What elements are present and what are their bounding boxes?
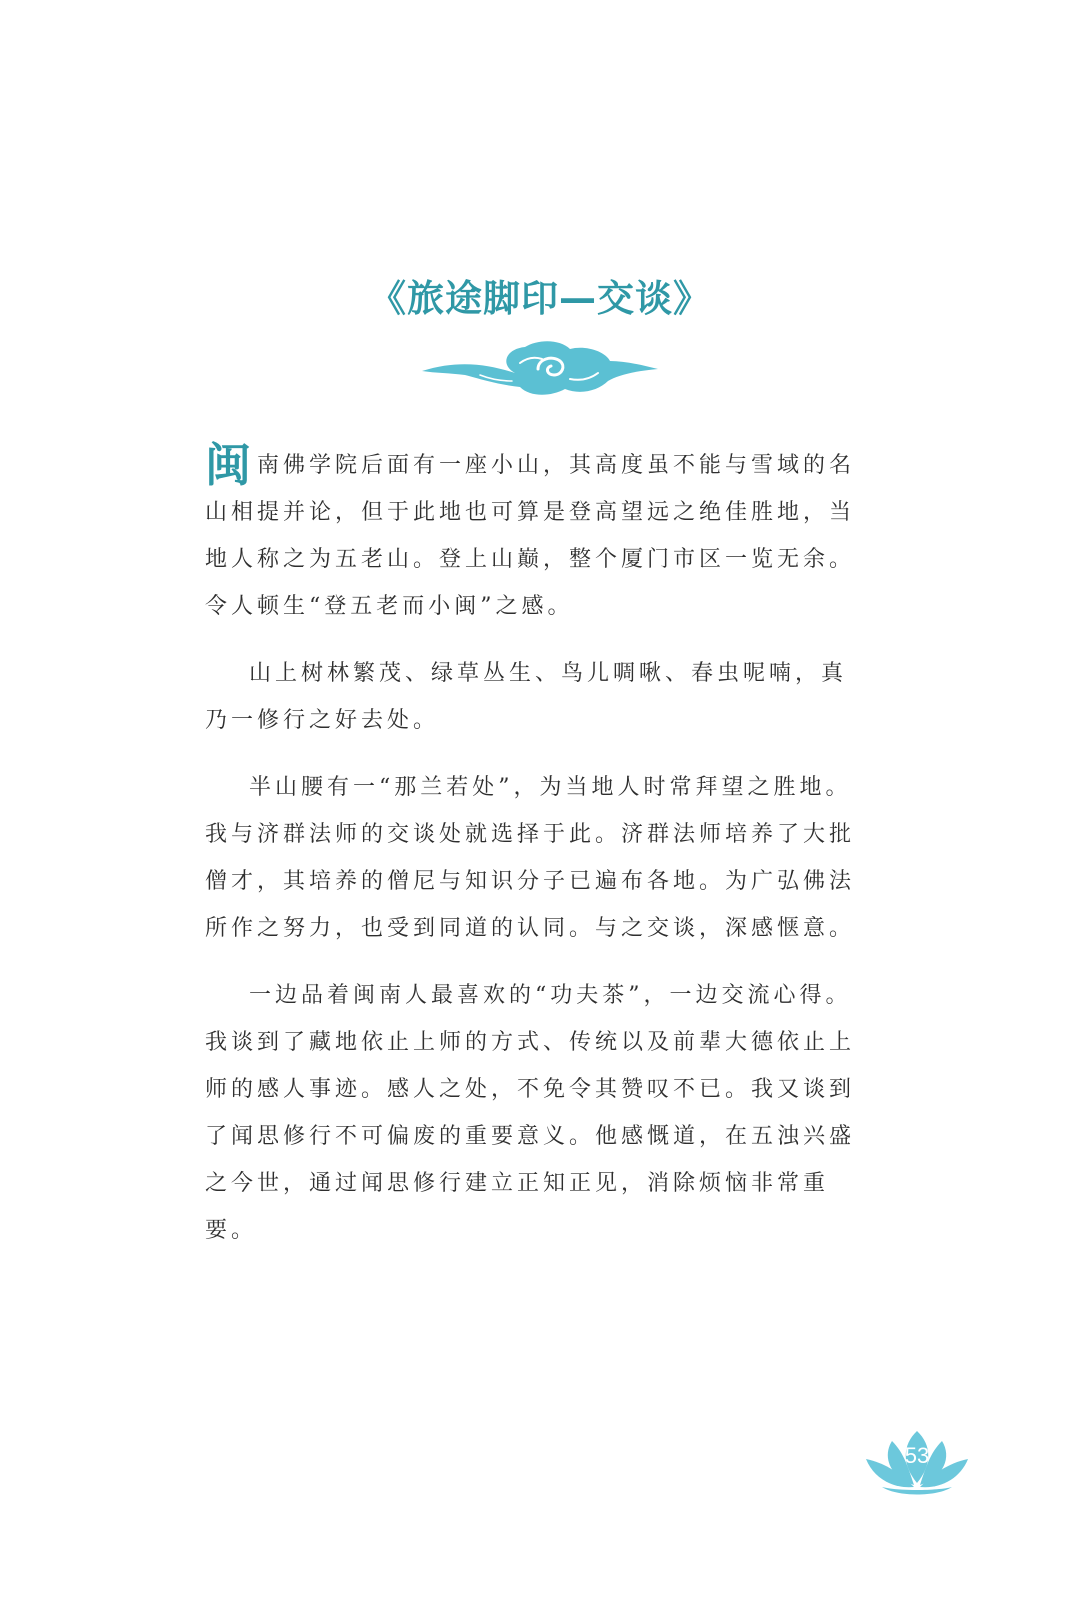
paragraph-2: 山上树林繁茂、绿草丛生、鸟儿啁啾、春虫呢喃，真乃一修行之好去处。 (205, 661, 848, 733)
paragraph-4: 一边品着闽南人最喜欢的“功夫茶”，一边交流心得。我谈到了藏地依止上师的方式、传统以及前辈大德依止上师的感人事迹。感人之处，不免令其赞叹不已。我又谈到了闻思修行不可偏废的重要意义。他感慨道，在五浊兴盛之今世，通过闻思修行建立正知正见，消除烦恼非常重要。 (205, 983, 856, 1243)
paragraph-1 (205, 438, 870, 630)
paragraph-3: 半山腰有一“那兰若处”，为当地人时常拜望之胜地。我与济群法师的交谈处就选择于此。济群法师培养了大批僧才，其培养的僧尼与知识分子已遍布各地。为广弘佛法所作之努力，也受到同道的认同。与之交谈，深感惬意。 (205, 775, 856, 941)
chapter-title: 《旅途脚印—交谈》 (369, 277, 711, 320)
page-number: 53 (904, 1443, 930, 1468)
paragraph-1-text: 南佛学院后面有一座小山，其高度虽不能与雪域的名山相提并论，但于此地也可算是登高望远之绝佳胜地，当地人称之为五老山。登上山巅，整个厦门市区一览无余。令人顿生“登五老而小闽”之感。 (205, 453, 856, 619)
cloud-scroll-icon (420, 335, 660, 405)
article-body (205, 438, 870, 1274)
drop-cap: 闽 (205, 438, 251, 492)
